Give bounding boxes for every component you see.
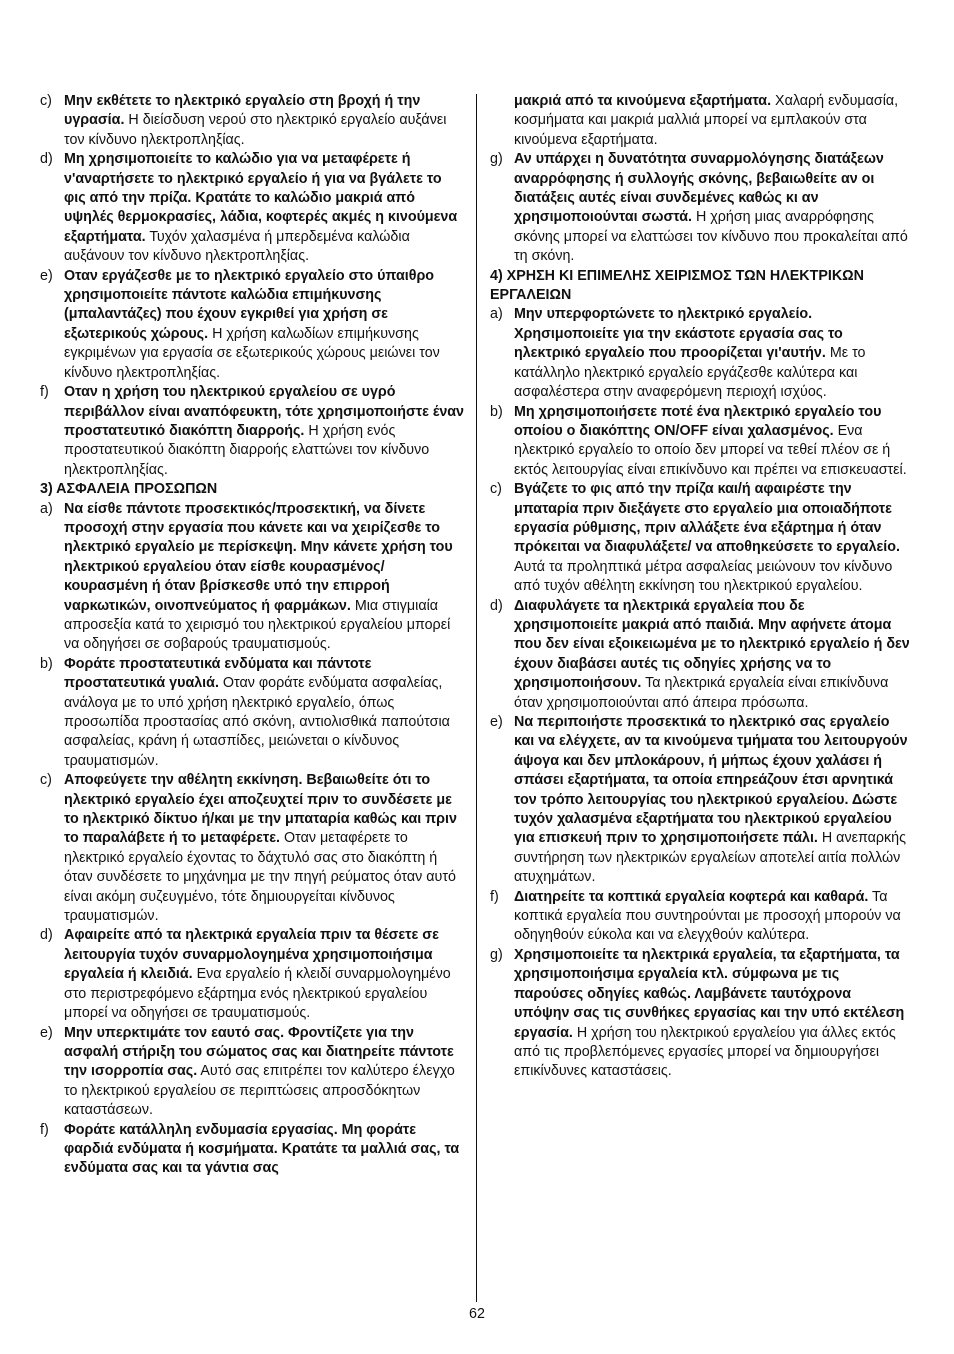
list-item [40, 383, 464, 480]
item-bold-text: Αποφεύγετε την αθέλητη εκκίνηση. Βεβαιωθείτε ότι το ηλεκτρικό εργαλείο έχει αποζευχτεί πριν το συνδέσετε με το ηλεκτρικό δίκτυο ή/και με την μπαταρία καθώς και πριν το παραλάβετε ή το μεταφέρετε. [64, 772, 457, 847]
item-text: Η ανεπαρκής συντήρηση των ηλεκτρικών εργαλείων αποτελεί αιτία πολλών ατυχημάτων. [514, 830, 907, 886]
item-bold-text: Αν υπάρχει η δυνατότητα συναρμολόγησης διατάξεων αναρρόφησης ή συλλογής σκόνης, βεβαιωθείτε αν οι διατάξεις αυτές είναι συνδεμένες καθώς κι αν χρησιμοποιούνται σωστά. [514, 151, 884, 226]
item-letter: d) [40, 927, 53, 944]
item-letter: d) [490, 597, 503, 614]
item-bold-text: Μη χρησιμοποιήσετε ποτέ ένα ηλεκτρικό εργαλείο του οποίου ο διακόπτης ON/OFF είναι χαλασμένος. [514, 403, 882, 439]
item-text: Μια στιγμιαία απροσεξία κατά το χειρισμό του ηλεκτρικού εργαλείου μπορεί να οδηγήσει σε σοβαρούς τραυματισμούς. [64, 597, 451, 653]
list-item [490, 597, 910, 713]
item-letter: f) [40, 384, 49, 401]
item-bold-text: Να περιποιήστε προσεκτικά το ηλεκτρικό σας εργαλείο και να ελέγχετε, αν τα κινούμενα τμήματα του λειτουργούν άψογα και δεν μπλοκάρουν, ή μήπως έχουν χαλάσει ή σπάσει εξαρτήματα, τα οποία επηρεάζουν έτσι αρνητικά τον τρόπο λειτουργίας του ηλεκτρικού εργαλείου. Δώστε τυχόν χαλασμένα εξαρτήματα του ηλεκτρικού εργαλείου για επισκευή πριν το χρησιμοποιήσετε πάλι. [514, 714, 908, 847]
section-heading: 3) ΑΣΦΑΛΕΙΑ ΠΡΟΣΩΠΩΝ [40, 481, 218, 498]
item-text: Ενα ηλεκτρικό εργαλείο το οποίο δεν μπορεί να τεθεί πλέον σε ή εκτός λειτουργίας είναι επικίνδυνο και πρέπει να επισκευαστεί. [514, 422, 907, 478]
list-item [490, 713, 910, 888]
item-letter: a) [490, 306, 503, 323]
list-item [490, 946, 910, 1082]
item-text: Χαλαρή ενδυμασία, κοσμήματα και μακριά μαλλιά μπορεί να εμπλακούν στα κινούμενα εξαρτήματα. [514, 93, 899, 148]
item-text: Οταν μεταφέρετε το ηλεκτρικό εργαλείο έχοντας το δάχτυλό σας στο διακόπτη ή όταν συνδέσετε το μηχάνημα με την πηγή ρεύματος όταν αυτό είναι ακόμη συζευγμένο, τότε δημιουργείται κίνδυνος τραυματισμών. [64, 830, 456, 925]
item-letter: g) [490, 946, 503, 963]
item-text: Τα ηλεκτρικά εργαλεία είναι επικίνδυνα όταν χρησιμοποιούνται από άπειρα πρόσωπα. [514, 675, 889, 711]
item-letter: f) [490, 888, 499, 905]
item-bold-text: Βγάζετε το φις από την πρίζα και/ή αφαιρέστε την μπαταρία πριν διεξάγετε στο εργαλείο μια οποιαδήποτε εργασία ρύθμισης, πριν αλλάξετε ένα εξάρτημα ή όταν πρόκειται να διαφυλάξετε/ να αποθηκεύσετε το εργαλείο. [514, 481, 900, 556]
list-item [490, 480, 910, 596]
item-bold-text: Φοράτε προστατευτικά ενδύματα και πάντοτε προστατευτικά γυαλιά. [64, 655, 372, 692]
list-item [40, 926, 464, 1023]
item-bold-text: Οταν εργάζεσθε με το ηλεκτρικό εργαλείο στο ύπαιθρο χρησιμοποιείτε πάντοτε καλώδια επιμήκυνσης (μπαλαντάζες) που έχουν εγκριθεί για χρήση σε εξωτερικούς χώρους. [64, 267, 435, 342]
item-text: Αυτό σας επιτρέπει τον καλύτερο έλεγχο το ηλεκτρικού εργαλείου σε περιπτώσεις απροσδόκητων καταστάσεων. [64, 1063, 455, 1119]
list-item [40, 1121, 464, 1179]
item-letter: g) [490, 151, 503, 168]
item-text: Με το κατάλληλο ηλεκτρικό εργαλείο εργάζεσθε καλύτερα και ασφαλέστερα στην αναφερόμενη περιοχή ισχύος. [514, 345, 866, 401]
list-item [490, 150, 910, 266]
item-bold-text: Διαφυλάγετε τα ηλεκτρικά εργαλεία που δε χρησιμοποιείτε μακριά από παιδιά. Μην αφήνετε άτομα που δεν είναι εξοικειωμένα με το ηλεκτρικό εργαλείο ή δεν έχουν διαβάσει αυτές τις οδηγίες χρήσης να το χρησιμοποιήσουν. [514, 597, 910, 692]
item-text: Η χρήση μιας αναρρόφησης σκόνης μπορεί να ελαττώσει τον κίνδυνο που προκαλείται από τη σκόνη. [514, 209, 908, 265]
item-text: Αυτά τα προληπτικά μέτρα ασφαλείας μειώνουν τον κίνδυνο από τυχόν αθέλητη εκκίνηση του ηλεκτρικού εργαλείου. [514, 558, 893, 595]
item-bold-text: Μην υπερφορτώνετε το ηλεκτρικό εργαλείο. Χρησιμοποιείτε για την εκάστοτε εργασία σας το ηλεκτρικό εργαλείο που προορίζεται γι'αυτήν. [514, 306, 843, 362]
column-divider [476, 94, 477, 1302]
item-letter: f) [40, 1121, 49, 1138]
item-bold-text: Μη χρησιμοποιείτε το καλώδιο για να μεταφέρετε ή ν'αναρτήσετε το ηλεκτρικό εργαλείο ή για να βγάλετε το φις από την πρίζα. Κρατάτε το καλώδιο μακριά από υψηλές θερμοκρασίες, λάδια, κοφτερές ακμές η κινούμενα εξαρτήματα. [64, 151, 458, 245]
section-heading: 4) ΧΡΗΣΗ ΚΙ ΕΠΙΜΕΛΗΣ ΧΕΙΡΙΣΜΟΣ ΤΩΝ ΗΛΕΚΤΡΙΚΩΝ ΕΡΓΑΛΕΙΩΝ [490, 267, 864, 304]
item-letter: e) [40, 267, 53, 284]
list-item [40, 655, 464, 771]
item-text: Τα κοπτικά εργαλεία που συντηρούνται με προσοχή μπορούν να οδηγηθούν εύκολα και να ελεγχθούν καλύτερα. [514, 888, 901, 944]
item-text: Οταν φοράτε ενδύματα ασφαλείας, ανάλογα με το υπό χρήση ηλεκτρικό εργαλείο, όπως προσωπίδα προστασίας από σκόνη, αντιολισθικά παπούτσια ασφαλείας, κράνη ή ωτασπίδες, μειώνεται ο κίνδυνος τραυματισμών. [64, 675, 450, 769]
item-text: Η χρήση καλωδίων επιμήκυνσης εγκριμένων για εργασία σε εξωτερικούς χώρους μειώνει τον κίνδυνο ηλεκτροπληξίας. [64, 325, 440, 381]
item-letter: b) [490, 403, 503, 420]
continued-item [490, 92, 910, 150]
item-letter: d) [40, 151, 53, 168]
list-item [490, 305, 910, 402]
list-item [40, 500, 464, 655]
item-bold-text: Χρησιμοποιείτε τα ηλεκτρικά εργαλεία, τα εξαρτήματα, τα χρησιμοποιήσιμα εργαλεία κτλ. σύμφωνα με τις παρούσες οδηγίες καθώς. Λαμβάνετε ταυτόχρονα υπόψην σας τις συνθήκες εργασίας και την υπό εκτέλεση εργασία. [514, 946, 905, 1041]
list-item [40, 1024, 464, 1121]
item-text: Η χρήση ενός προστατευτικού διακόπτη διαρροής ελαττώνει τον κίνδυνο ηλεκτροπληξίας. [64, 422, 430, 478]
item-bold-text: Αφαιρείτε από τα ηλεκτρικά εργαλεία πριν τα θέσετε σε λειτουργία τυχόν συναρμολογημένα χρησιμοποιήσιμα εργαλεία ή κλειδιά. [64, 927, 439, 983]
item-text: Ενα εργαλείο ή κλειδί συναρμολογημένο στο περιστρεφόμενο εξάρτημα ενός ηλεκτρικού εργαλείου μπορεί να οδηγήσει σε τραυματισμούς. [64, 966, 451, 1022]
item-text: Τυχόν χαλασμένα ή μπερδεμένα καλώδια αυξάνουν τον κίνδυνο ηλεκτροπληξίας. [64, 228, 410, 265]
item-bold-text: μακριά από τα κινούμενα εξαρτήματα. [514, 93, 772, 109]
item-bold-text: Φοράτε κατάλληλη ενδυμασία εργασίας. Μη φοράτε φαρδιά ενδύματα ή κοσμήματα. Κρατάτε τα μαλλιά σας, τα ενδύματα σας και τα γάντια σας [64, 1121, 460, 1177]
list-item [40, 92, 464, 150]
right-column [490, 92, 910, 1082]
item-bold-text: Μην εκθέτετε το ηλεκτρικό εργαλείο στη βροχή ή την υγρασία. [64, 93, 421, 129]
page-number: 62 [469, 1306, 485, 1322]
item-text: Η χρήση του ηλεκτρικού εργαλείου για άλλες εκτός από τις προβλεπόμενες εργασίες μπορεί να δημιουργήσει επικίνδυνες καταστάσεις. [514, 1024, 896, 1080]
item-bold-text: Μην υπερκτιμάτε τον εαυτό σας. Φροντίζετε για την ασφαλή στήριξη του σώματος σας και διατηρείτε πάντοτε την ισορροπία σας. [64, 1024, 454, 1080]
item-bold-text: Οταν η χρήση του ηλεκτρικού εργαλείου σε υγρό περιβάλλον είναι αναπόφευκτη, τότε χρησιμοποιήστε έναν προστατευτικό διακόπτη διαρροής. [64, 384, 465, 439]
item-letter: e) [40, 1024, 53, 1041]
left-column [40, 92, 464, 1179]
item-letter: c) [40, 772, 52, 789]
list-item [40, 771, 464, 926]
list-item [490, 888, 910, 946]
list-item [490, 403, 910, 481]
item-letter: e) [490, 714, 503, 730]
item-letter: a) [40, 500, 53, 517]
item-letter: c) [40, 93, 52, 109]
item-bold-text: Να είσθε πάντοτε προσεκτικός/προσεκτική, να δίνετε προσοχή στην εργασία που κάνετε και να χειρίζεσθε το ηλεκτρικό εργαλείο με περίσκεψη. Μην κάνετε χρήση του ηλεκτρικού εργαλείου όταν είσθε κουρασμένος/κουρασμένη ή όταν βρίσκεσθε υπό την επιρροή ναρκωτικών, οινοπνεύματος ή φαρμάκων. [64, 500, 453, 614]
item-text: Η διείσδυση νερού στο ηλεκτρικό εργαλείο αυξάνει τον κίνδυνο ηλεκτροπληξίας. [64, 112, 447, 148]
item-bold-text: Διατηρείτε τα κοπτικά εργαλεία κοφτερά και καθαρά. [514, 888, 869, 905]
item-letter: b) [40, 655, 53, 672]
list-item [40, 150, 464, 266]
item-letter: c) [490, 481, 502, 498]
list-item [40, 267, 464, 383]
